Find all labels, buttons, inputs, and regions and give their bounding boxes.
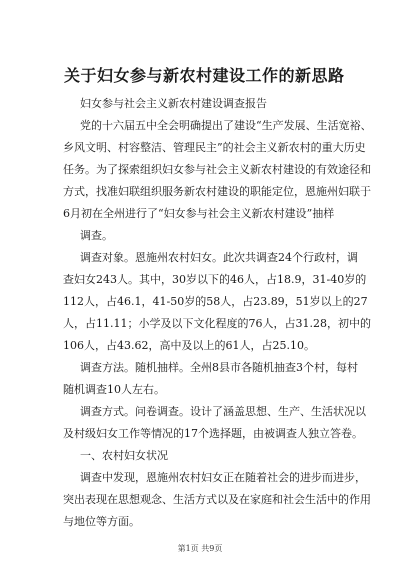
body-line: 及村级妇女工作等情况的17个选择题，由被调查人独立答卷。 (63, 427, 363, 440)
body-line: 与地位等方面。 (63, 515, 140, 528)
body-line: 调查方式。问卷调查。设计了涵盖思想、生产、生活状况以 (80, 405, 366, 418)
body-line: 突出表现在思想观念、生活方式以及在家庭和社会生活中的作用 (63, 493, 371, 506)
body-line: 调查方法。随机抽样。全州8县市各随机抽查3个村，每村 (80, 361, 358, 374)
body-line: 调查中发现，恩施州农村妇女正在随着社会的进步而进步， (80, 471, 366, 484)
section-heading: 一、农村妇女状况 (80, 449, 168, 462)
body-line: 乡风文明、村容整洁、管理民主”的社会主义新农村的重大历史 (63, 141, 366, 154)
page-number: 第1页 共9页 (177, 544, 223, 553)
body-line: 方式，找准妇联组织服务新农村建设的职能定位，恩施州妇联于 (63, 185, 371, 198)
body-line: 调查对象。恩施州农村妇女。此次共调查24个行政村，调 (80, 251, 358, 264)
body-line: 查妇女243人。其中，30岁以下的46人，占18.9，31-40岁的 (63, 273, 367, 286)
body-line: 任务。为了探索组织妇女参与社会主义新农村建设的有效途径和 (63, 163, 371, 176)
body-line: 调查。 (80, 229, 113, 242)
document-subtitle: 妇女参与社会主义新农村建设调查报告 (80, 97, 267, 110)
body-line: 112人，占46.1，41-50岁的58人，占23.89，51岁以上的27 (63, 295, 368, 308)
body-line: 党的十六届五中全会明确提出了建设“生产发展、生活宽裕、 (80, 119, 372, 132)
body-line: 人，占11.11；小学及以下文化程度的76人，占31.28，初中的 (63, 317, 371, 330)
body-line: 106人，占43.62，高中及以上的61人，占25.10。 (63, 339, 315, 352)
body-line: 随机调查10人左右。 (63, 383, 165, 396)
body-line: 6月初在全州进行了“妇女参与社会主义新农村建设”抽样 (63, 207, 335, 220)
document-title: 关于妇女参与新农村建设工作的新思路 (64, 66, 345, 85)
